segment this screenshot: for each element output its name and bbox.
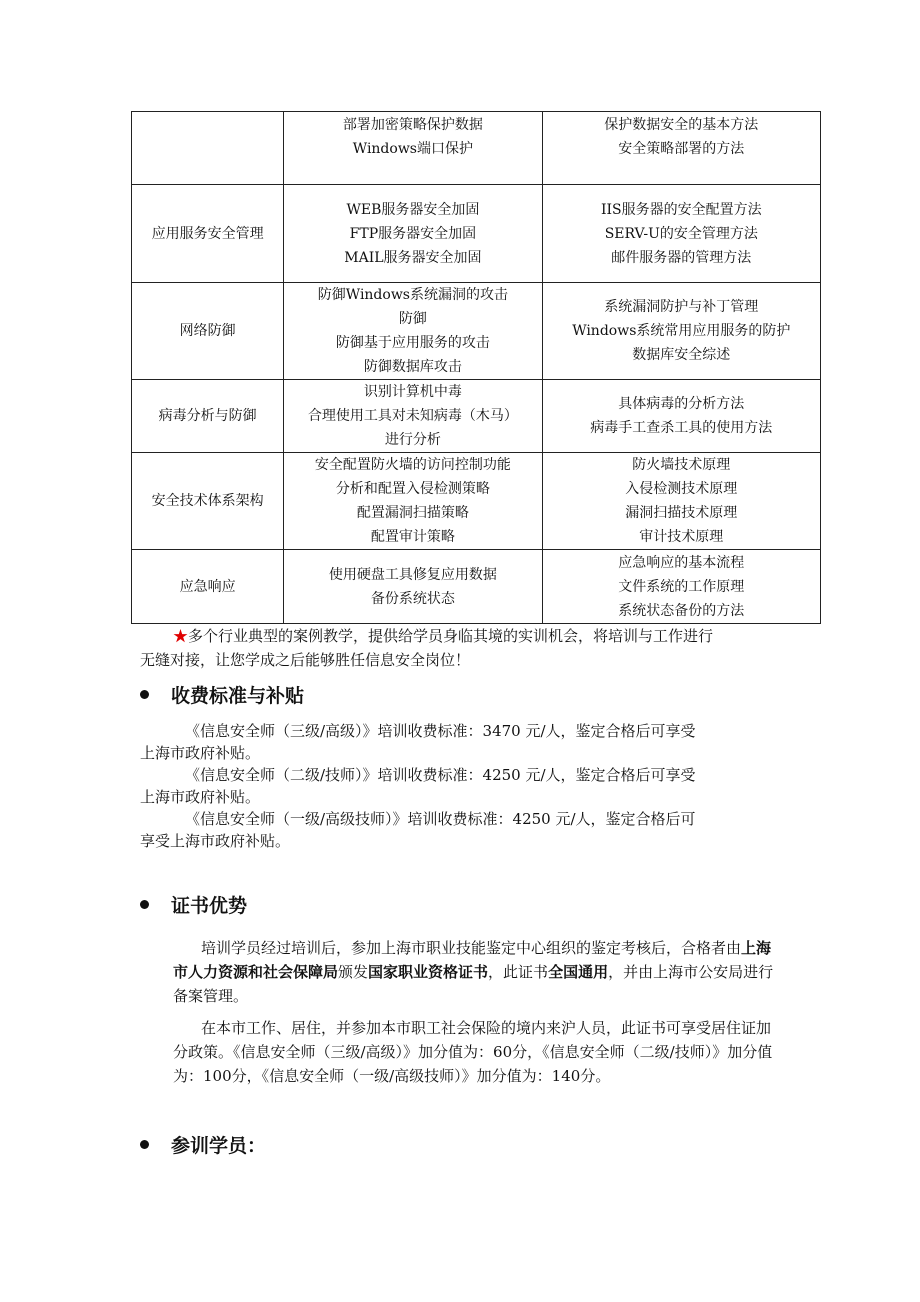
fees-heading bbox=[140, 684, 304, 708]
module-cell: 安全技术体系架构 bbox=[132, 453, 284, 550]
cert-name-bold: 国家职业资格证书 bbox=[368, 963, 489, 981]
table-row bbox=[132, 380, 821, 453]
intro-paragraph bbox=[140, 624, 785, 672]
trainees-heading bbox=[140, 1134, 266, 1158]
knowledge-line: 邮件服务器的管理方法 bbox=[611, 249, 752, 266]
knowledge-cell bbox=[542, 112, 820, 185]
intro-line-1: 多个行业典型的案例教学，提供给学员身临其境的实训机会，将培训与工作进行 bbox=[188, 627, 714, 645]
skill-line: 使用硬盘工具修复应用数据 bbox=[328, 566, 497, 583]
skill-line: 防御 bbox=[398, 311, 427, 327]
trainees-heading-text: 参训学员： bbox=[171, 1135, 267, 1157]
knowledge-line: 系统状态备份的方法 bbox=[618, 602, 745, 619]
skill-line: MAIL服务器安全加固 bbox=[344, 249, 482, 266]
skill-line: 识别计算机中毒 bbox=[363, 384, 462, 400]
skill-line: 防御数据库攻击 bbox=[363, 359, 462, 375]
knowledge-cell bbox=[542, 380, 820, 453]
skills-table-body bbox=[132, 112, 821, 624]
knowledge-cell bbox=[542, 550, 820, 624]
fee-item-line-2: 上海市政府补贴。 bbox=[140, 744, 261, 762]
cert-scope-bold: 全国通用 bbox=[548, 963, 609, 981]
skills-cell bbox=[284, 550, 542, 624]
skill-line: WEB服务器安全加固 bbox=[346, 201, 480, 218]
table-row bbox=[132, 283, 821, 380]
module-cell: 病毒分析与防御 bbox=[132, 380, 284, 453]
module-cell bbox=[132, 112, 284, 185]
skills-table bbox=[131, 111, 821, 624]
skill-line: 部署加密策略保护数据 bbox=[342, 117, 483, 133]
knowledge-line: 应急响应的基本流程 bbox=[618, 554, 745, 571]
certificate-heading bbox=[140, 894, 247, 918]
module-cell: 应急响应 bbox=[132, 550, 284, 624]
certificate-paragraph-2: 在本市工作、居住，并参加本市职工社会保险的境内来沪人员，此证书可享受居住证加分政策。《信息安全师（三级/高级）》加分值为：60分，《信息安全师（二级/技师）》加分值为：100分，《信息安全师（一级/高级技师）》加分值为：140分。 bbox=[173, 1019, 773, 1085]
table-row bbox=[132, 112, 821, 185]
skill-line: 合理使用工具对未知病毒（木马） bbox=[307, 408, 518, 424]
certificate-heading-text: 证书优势 bbox=[171, 895, 248, 917]
knowledge-line: Windows系统常用应用服务的防护 bbox=[572, 323, 791, 339]
table-row bbox=[132, 185, 821, 283]
knowledge-line: 入侵检测技术原理 bbox=[625, 481, 738, 497]
knowledge-line: IIS服务器的安全配置方法 bbox=[600, 201, 762, 218]
knowledge-line: SERV-U的安全管理方法 bbox=[604, 225, 758, 242]
skill-line: 配置漏洞扫描策略 bbox=[356, 505, 469, 521]
knowledge-line: 系统漏洞防护与补丁管理 bbox=[604, 299, 759, 315]
knowledge-line: 具体病毒的分析方法 bbox=[618, 396, 745, 412]
skills-cell bbox=[284, 453, 542, 550]
table-row bbox=[132, 550, 821, 624]
skill-line: FTP服务器安全加固 bbox=[349, 225, 477, 242]
skill-line: 配置审计策略 bbox=[370, 529, 455, 545]
bullet-icon bbox=[140, 900, 149, 909]
intro-line-2: 无缝对接，让您学成之后能够胜任信息安全岗位！ bbox=[140, 651, 471, 669]
certificate-paragraph-1 bbox=[173, 936, 783, 1008]
knowledge-line: 漏洞扫描技术原理 bbox=[625, 505, 738, 521]
cert-issuer-bold: 上海市人力资源和社会保障局 bbox=[173, 939, 772, 981]
skills-cell bbox=[284, 185, 542, 283]
skill-line: 进行分析 bbox=[384, 432, 441, 448]
fee-item-line-1: 《信息安全师（三级/高级）》培训收费标准：3470 元/人，鉴定合格后可享受 bbox=[185, 722, 696, 740]
knowledge-line: 安全策略部署的方法 bbox=[618, 141, 745, 157]
cert-text: ，并由上海市公安局进行备案管理。 bbox=[173, 963, 774, 1005]
skill-line: 分析和配置入侵检测策略 bbox=[335, 481, 490, 497]
fee-item-line-2: 享受上海市政府补贴。 bbox=[140, 832, 291, 850]
knowledge-line: 病毒手工查杀工具的使用方法 bbox=[590, 420, 773, 436]
skill-line: Windows端口保护 bbox=[352, 141, 473, 157]
fee-item-line-1: 《信息安全师（一级/高级技师）》培训收费标准：4250 元/人，鉴定合格后可 bbox=[185, 810, 696, 828]
knowledge-line: 文件系统的工作原理 bbox=[618, 578, 745, 595]
fees-heading-text: 收费标准与补贴 bbox=[171, 685, 305, 707]
table-row bbox=[132, 453, 821, 550]
skills-cell bbox=[284, 112, 542, 185]
skill-line: 备份系统状态 bbox=[370, 590, 455, 607]
cert-text: 培训学员经过培训后，参加上海市职业技能鉴定中心组织的鉴定考核后，合格者由 bbox=[201, 939, 742, 957]
knowledge-line: 保护数据安全的基本方法 bbox=[604, 117, 759, 133]
knowledge-line: 防火墙技术原理 bbox=[632, 457, 731, 473]
skill-line: 防御基于应用服务的攻击 bbox=[335, 335, 490, 351]
knowledge-cell bbox=[542, 453, 820, 550]
module-cell: 应用服务安全管理 bbox=[132, 185, 284, 283]
skills-cell bbox=[284, 283, 542, 380]
cert-text: ，此证书 bbox=[488, 963, 549, 981]
skill-line: 安全配置防火墙的访问控制功能 bbox=[314, 457, 511, 473]
skills-cell bbox=[284, 380, 542, 453]
fee-item-line-2: 上海市政府补贴。 bbox=[140, 788, 261, 806]
knowledge-cell bbox=[542, 185, 820, 283]
cert-text: 颁发 bbox=[338, 963, 369, 981]
bullet-icon bbox=[140, 1140, 149, 1149]
module-cell: 网络防御 bbox=[132, 283, 284, 380]
knowledge-cell bbox=[542, 283, 820, 380]
fee-item-line-1: 《信息安全师（二级/技师）》培训收费标准：4250 元/人，鉴定合格后可享受 bbox=[185, 766, 696, 784]
knowledge-line: 数据库安全综述 bbox=[632, 347, 731, 363]
skill-line: 防御Windows系统漏洞的攻击 bbox=[317, 287, 508, 303]
bullet-icon bbox=[140, 690, 149, 699]
knowledge-line: 审计技术原理 bbox=[639, 529, 724, 545]
star-icon: ★ bbox=[173, 627, 189, 645]
